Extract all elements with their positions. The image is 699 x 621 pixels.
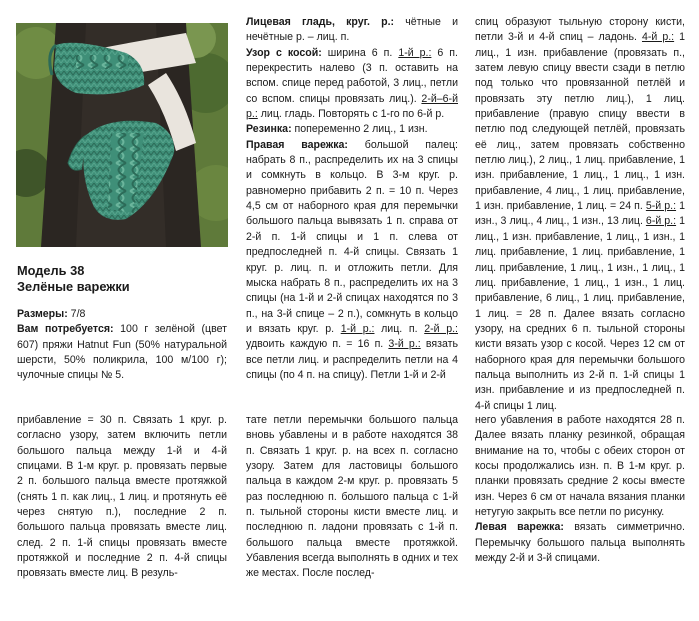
- cable-row-1: 1-й р.:: [398, 46, 432, 59]
- right-mitten-text-b: лиц. п.: [374, 322, 425, 335]
- column-1-bottom: [17, 413, 227, 582]
- right-mitten-paragraph: [246, 138, 458, 384]
- column-3-bottom: [475, 413, 685, 566]
- model-meta: [17, 307, 227, 384]
- col3-text-a: спиц образуют тыльную сторону кисти, петли 3-й и 4-й спиц – ладонь.: [475, 16, 685, 44]
- mittens-photo: [16, 23, 228, 247]
- materials-line: [17, 322, 227, 383]
- right-mitten-label: Правая варежка:: [246, 138, 348, 151]
- left-mitten-paragraph: [475, 520, 685, 566]
- ribbing-paragraph: [246, 122, 458, 137]
- right-mitten-row-1: 1-й р.:: [340, 322, 375, 335]
- stockinette-text: чётные и нечётные р. – лиц. п.: [246, 16, 458, 44]
- model-number: Модель 38: [17, 263, 85, 278]
- cable-rows-2-6: 2-й–6-й р.:: [246, 92, 458, 121]
- cable-pattern-label: Узор с косой:: [246, 46, 322, 59]
- ribbing-text: попеременно 2 лиц., 1 изн.: [291, 123, 428, 136]
- column-2-bottom-text: тате петли перемычки большого пальца вновь убавлены и в работе находятся 38 п. Связать 1 круг. р. на всех п. согласно узору. Затем для ластовицы большого пальца в каждом 2-м круг. р. провязать 5 раз последнюю п. большого пальца с 1-й п. тыльной стороны кисти вместе лиц. и последнюю п. ладони провязать с 1-й п. большого пальца вместе протяжкой. Убавления всегда выполнять в одних и тех же местах. После послед-: [246, 414, 458, 580]
- column-2-top: [246, 15, 458, 383]
- model-title: Зелёные варежки: [17, 279, 130, 294]
- column-3-top: [475, 15, 685, 414]
- mittens-photo-icon: [16, 23, 228, 247]
- right-mitten-text-d: вязать все петли лиц. и распределить петли на 4 спицы (по 4 п. на спицу). Петли 1-й и 2-й: [246, 338, 459, 381]
- cable-pattern-paragraph: [246, 46, 458, 123]
- materials-label: Вам потребуется:: [17, 323, 114, 336]
- col3-row-5: 5-й р.:: [645, 200, 677, 213]
- column-2-bottom: [246, 413, 458, 582]
- left-mitten-text: вязать симметрично. Перемычку большого пальца выполнять между 2-й и 3-й спицами.: [475, 521, 685, 565]
- cable-text-c: лиц. гладь. Повторять с 1-го по 6-й р.: [257, 108, 445, 121]
- sizes-value: 7/8: [67, 308, 86, 320]
- column-3-bottom-text: него убавления в работе находятся 28 п. Далее вязать планку резинкой, обращая внимание на то, чтобы с обеих сторон от косы продолжались изн. п. В 1-м круг. р. планки провязать средние 2 косы вместе изн. Через 6 см от начала вязания планки нетугую закрыть все петли по рисунку.: [475, 414, 685, 519]
- model-heading: [17, 263, 130, 295]
- materials-text: 100 г зелёной (цвет 607) пряжи Hatnut Fun (50% натуральной шерсти, 50% поликрила, 100 м/100 г); чулочные спицы № 5.: [17, 323, 227, 382]
- right-mitten-text-a: большой палец: набрать 8 п., распределить их на 3 спицы и сомкнуть в кольцо. В 3-м круг. р. равномерно прибавить 2 п. = 10 п. Через 4,5 см от наборного края для перемычки большого пальца вывязать 1 п. справа от 2-й п. 1-й спицы и 1 п. слева от предпоследней п. 4-й спицы. Связать 1 круг. р. лиц. п. и отложить петли. Для мыска набрать 8 п., распределить их на 3 спицы (на 1-й и 2-й спицах находятся по 3 п., на 3-й спице – 2 п.), сомкнуть в кольцо и вязать круг. р.: [246, 138, 458, 335]
- column-3-top-paragraph: [475, 15, 685, 414]
- col3-row-4: 4-й р.:: [641, 31, 675, 44]
- ribbing-label: Резинка:: [246, 123, 292, 136]
- column-1-bottom-text: прибавление = 30 п. Связать 1 круг. р. согласно узору, затем включить петли большого пальца между 1-й и 4-й спицами. В 1-м круг. р. провязать первые 2 п. большого пальца вместе протяжкой (снять 1 п. как лиц., 1 лиц. и протянуть её через снятую п.), последние 2 п. большого пальца провязать вместе лиц. след. 2 п. 1-й спицы провязать вместе протяжкой и последние 2 п. 4-й спицы провязать вместе лиц. В резуль-: [17, 414, 227, 580]
- sizes-label: Размеры:: [17, 308, 68, 320]
- right-mitten-text-c: удвоить каждую п. = 16 п.: [246, 338, 389, 351]
- col3-text-d: 1 лиц., 1 изн. прибавление, 1 лиц., 1 изн., 1 лиц. прибавление, 1 лиц. прибавление, 1 лиц. прибавление, 1 лиц., 1 изн., 1 лиц., 1 лиц. прибавление, 1 лиц., 1 изн., 1 лиц. прибавление, 6 лиц., 1 лиц. прибавление, 1 лиц. = 28 п. Далее вязать согласно узору, на средних 6 п. тыльной стороны кисти вязать узор с косой. Через 12 см от наборного края для перемычки большого пальца выполнить из 2-й п. 1-й спицы 1 изн. прибавление и из предпоследней п. 4-й спицы 1 лиц.: [475, 215, 685, 412]
- sizes-line: [17, 307, 227, 322]
- stockinette-paragraph: [246, 15, 458, 46]
- cable-text-a: ширина 6 п.: [321, 46, 399, 59]
- col3-row-6: 6-й р.:: [645, 215, 677, 228]
- right-mitten-row-3: 3-й р.:: [388, 338, 421, 351]
- col3-text-c: 1 изн., 3 лиц., 4 лиц., 1 изн., 13 лиц.: [475, 200, 685, 228]
- col3-text-b: 1 лиц., 1 изн. прибавление (провязать п., затем левую спицу ввести сзади в петлю под только что провязанной петлёй и провязать эту петлю лиц.), 1 лиц. прибавление (правую спицу ввести в петлю под следующей петлёй, провязать её лиц., затем провязать собственно петлю лиц.), 2 лиц., 1 лиц. прибавление, 1 изн. прибавление, 1 лиц., 1 лиц., 1 изн. прибавление, 4 лиц., 1 лиц. прибавление, 1 изн. прибавление, 1 лиц. = 24 п.: [475, 31, 686, 213]
- stockinette-label: Лицевая гладь, круг. р.:: [246, 16, 395, 28]
- left-mitten-label: Левая варежка:: [475, 521, 564, 534]
- cable-text-b: 6 п. перекрестить налево (3 п. оставить на вспом. спице перед работой, 3 лиц., петли со вспом. спицы провязать лиц.).: [246, 46, 458, 105]
- right-mitten-row-2: 2-й р.:: [424, 322, 458, 335]
